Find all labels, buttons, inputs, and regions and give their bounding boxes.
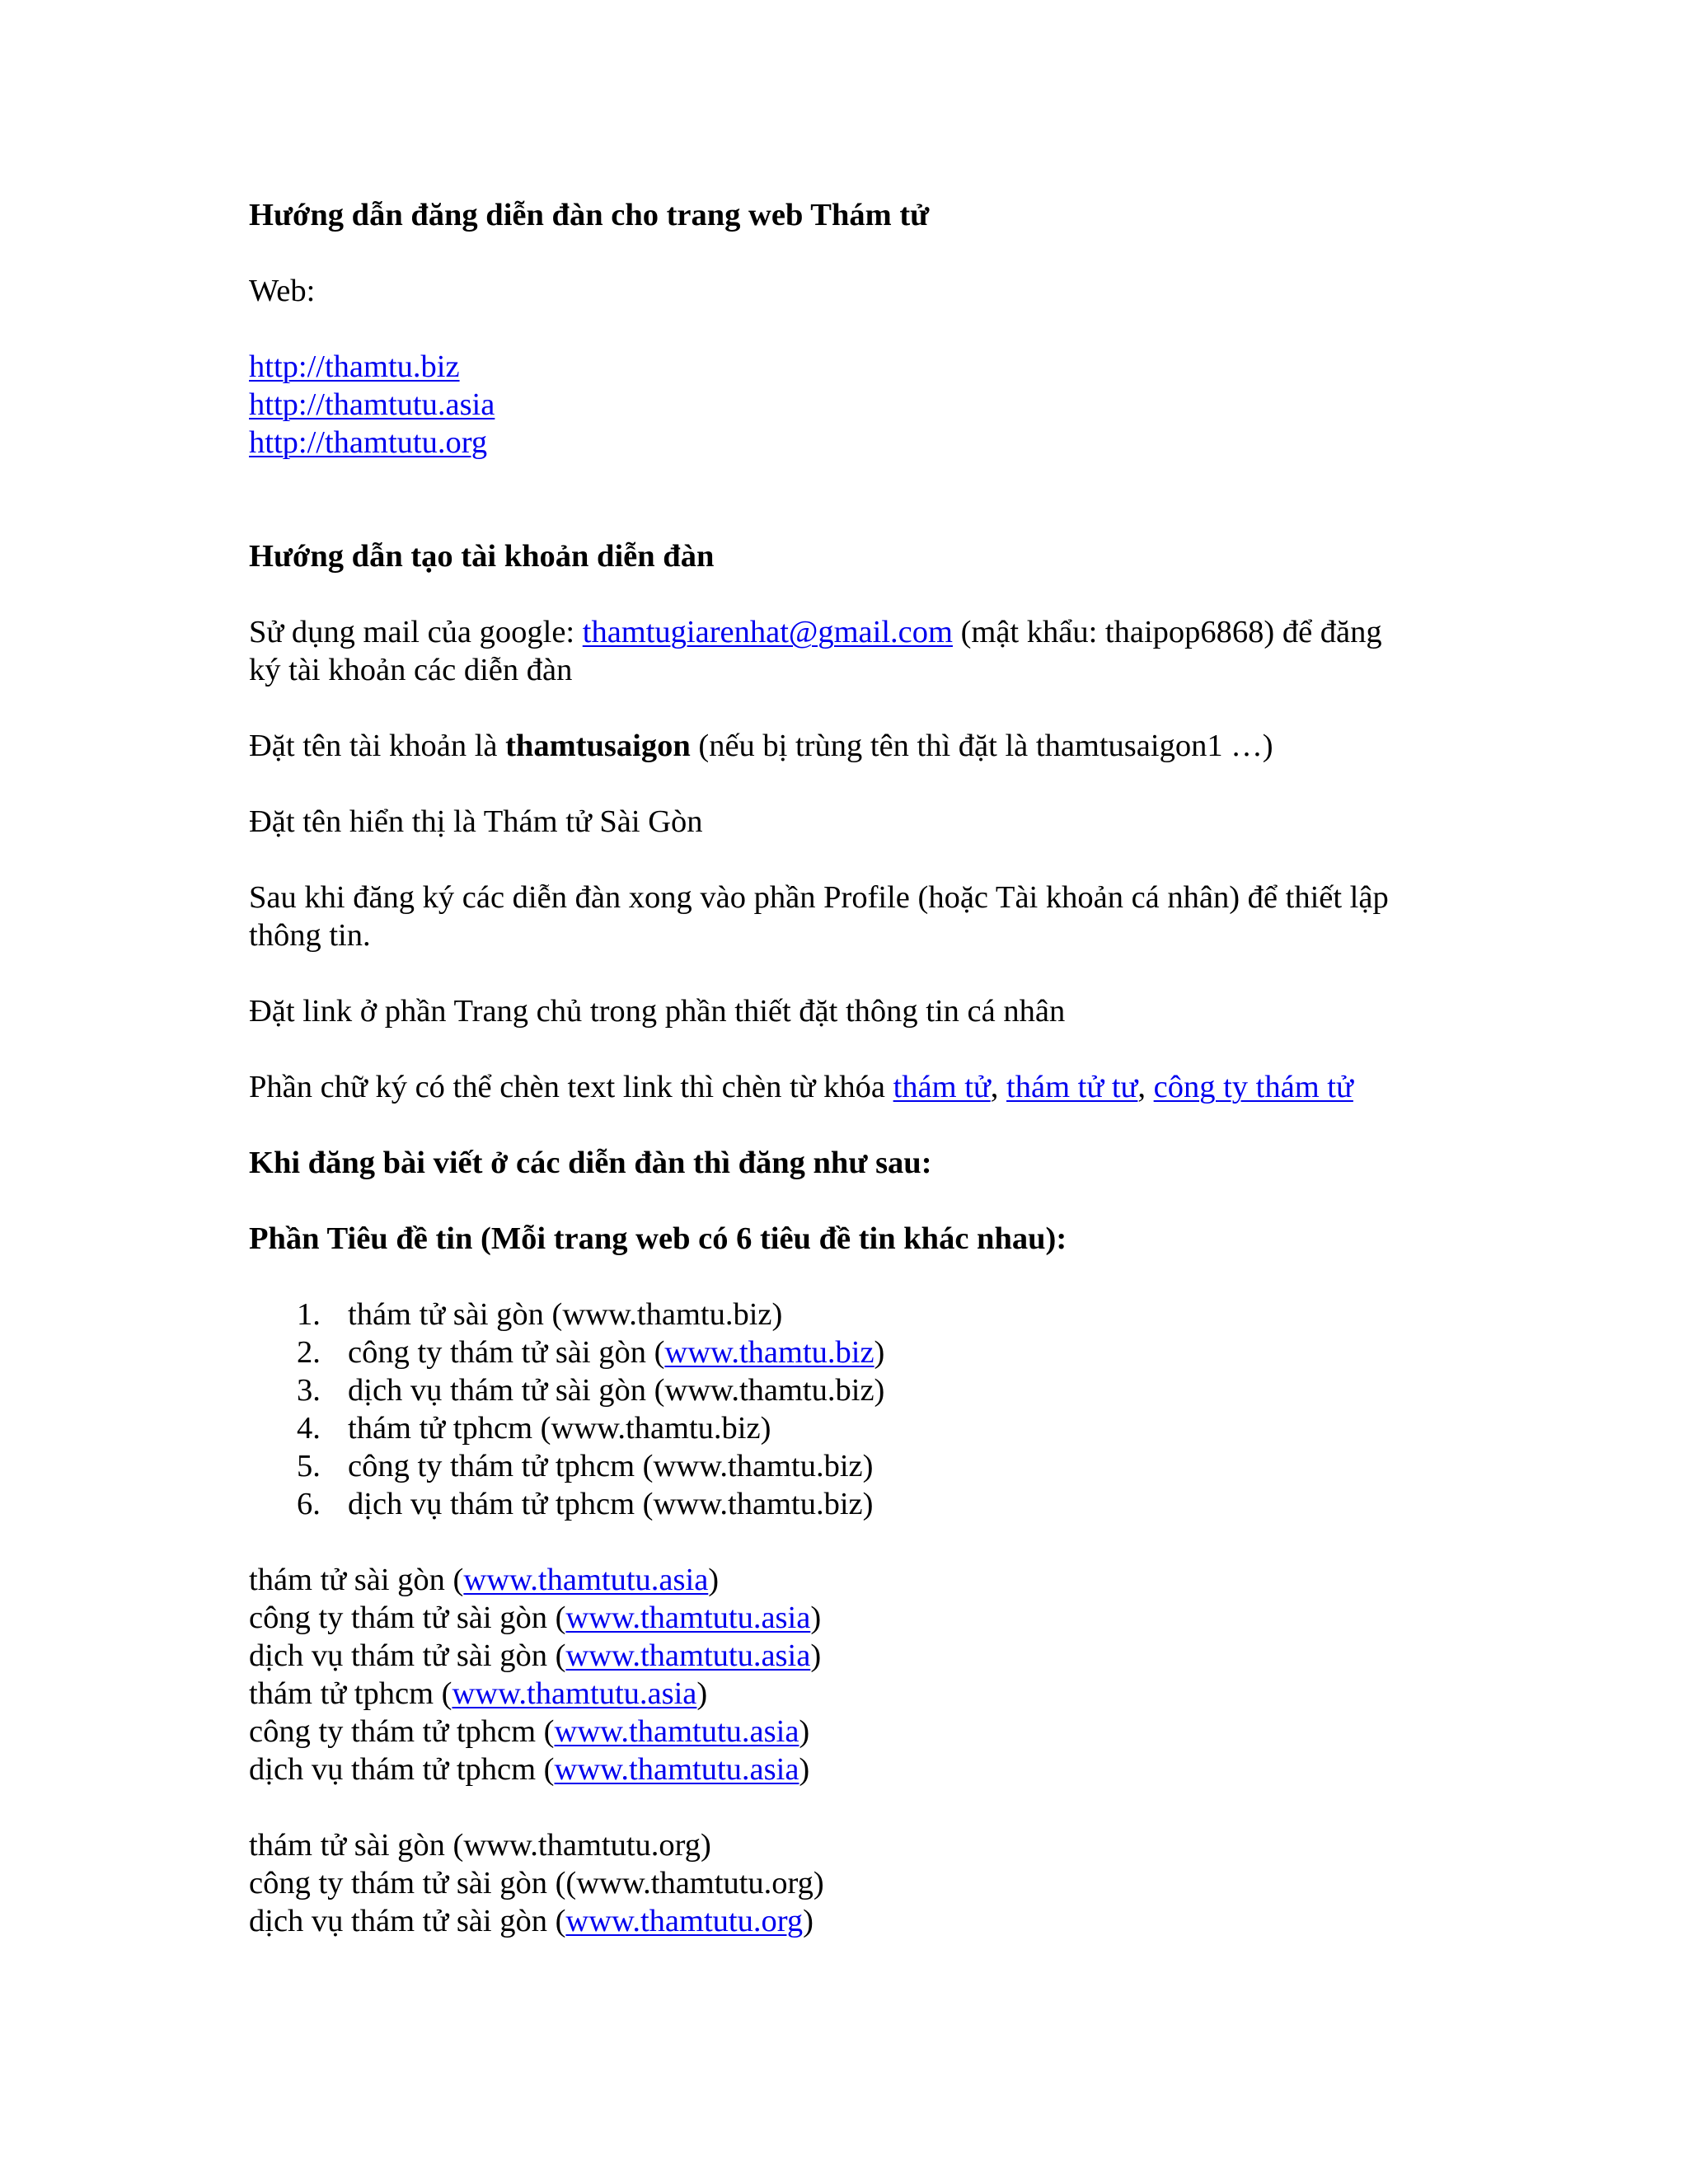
site-link[interactable]: www.thamtutu.asia xyxy=(565,1638,811,1673)
spacer xyxy=(249,1030,1485,1068)
web-label: Web: xyxy=(249,274,316,308)
display-name-instruction: Đặt tên hiển thị là Thám tử Sài Gòn xyxy=(249,804,703,839)
list-item-text: ) xyxy=(803,1904,814,1938)
account-name-text: (nếu bị trùng tên thì đặt là thamtusaigon1 …) xyxy=(690,729,1273,763)
list-item-text: công ty thám tử tphcm (www.thamtu.biz) xyxy=(348,1449,874,1483)
list-item-text: dịch vụ thám tử sài gòn (www.thamtu.biz) xyxy=(348,1373,885,1408)
list-item-text: dịch vụ thám tử sài gòn ( xyxy=(249,1904,566,1938)
list-item-text: công ty thám tử sài gòn ( xyxy=(249,1601,566,1635)
web-link-row xyxy=(249,386,1485,424)
list-number: 3. xyxy=(297,1373,321,1408)
list-item-text: thám tử sài gòn (www.thamtu.biz) xyxy=(348,1297,783,1332)
spacer xyxy=(249,462,1485,537)
web-link-thamtutu-asia[interactable]: http://thamtutu.asia xyxy=(249,387,495,422)
titles-heading: Phần Tiêu đề tin (Mỗi trang web có 6 tiêu đề tin khác nhau): xyxy=(249,1221,1067,1256)
list-item-text: ) xyxy=(874,1335,885,1370)
list-item xyxy=(249,1599,1485,1637)
list-item-text: ) xyxy=(810,1638,822,1673)
site-link[interactable]: www.thamtutu.asia xyxy=(554,1752,799,1787)
account-name-instruction xyxy=(249,727,1485,765)
spacer xyxy=(249,689,1485,727)
keyword-separator: , xyxy=(1137,1070,1154,1104)
site-link[interactable]: www.thamtu.biz xyxy=(664,1335,874,1370)
list-item-text: công ty thám tử tphcm ( xyxy=(249,1714,555,1749)
profile-instruction: thông tin. xyxy=(249,918,371,953)
list-item-text: ) xyxy=(799,1714,810,1749)
spacer xyxy=(249,310,1485,348)
spacer xyxy=(249,1106,1485,1144)
site-link[interactable]: www.thamtutu.org xyxy=(565,1904,804,1938)
web-link-thamtutu-org[interactable]: http://thamtutu.org xyxy=(249,425,488,460)
list-item-text: ) xyxy=(799,1752,810,1787)
list-item xyxy=(249,1750,1485,1788)
keyword-link-tham-tu[interactable]: thám tử xyxy=(893,1070,991,1104)
list-item: thám tử sài gòn (www.thamtutu.org) xyxy=(249,1828,711,1863)
list-item-text: thám tử tphcm ( xyxy=(249,1676,452,1711)
asia-title-list xyxy=(249,1561,1485,1788)
list-item-text: thám tử sài gòn ( xyxy=(249,1563,464,1597)
list-item xyxy=(249,1902,1485,1940)
mail-instruction xyxy=(249,613,1485,651)
spacer xyxy=(249,1182,1485,1220)
profile-instruction: Sau khi đăng ký các diễn đàn xong vào phần Profile (hoặc Tài khoản cá nhân) để thiết lập xyxy=(249,880,1389,915)
keyword-link-tham-tu-tu[interactable]: thám tử tư xyxy=(1006,1070,1138,1104)
list-item xyxy=(297,1447,1485,1485)
posting-heading: Khi đăng bài viết ở các diễn đàn thì đăng như sau: xyxy=(249,1146,932,1180)
list-item xyxy=(249,1713,1485,1750)
spacer xyxy=(249,575,1485,613)
list-item xyxy=(249,1561,1485,1599)
web-link-row xyxy=(249,424,1485,462)
mail-instruction: ký tài khoản các diễn đàn xyxy=(249,653,573,687)
list-item xyxy=(297,1333,1485,1371)
keyword-separator: , xyxy=(990,1070,1007,1104)
spacer xyxy=(249,234,1485,272)
keyword-link-cong-ty-tham-tu[interactable]: công ty thám tử xyxy=(1153,1070,1353,1104)
list-item-text: công ty thám tử sài gòn ( xyxy=(348,1335,665,1370)
mail-instruction-text: (mật khẩu: thaipop6868) để đăng xyxy=(952,615,1382,649)
document-page xyxy=(249,196,1485,1940)
web-link-thamtu-biz[interactable]: http://thamtu.biz xyxy=(249,349,460,384)
list-item xyxy=(297,1296,1485,1333)
list-number: 5. xyxy=(297,1449,321,1483)
signature-instruction xyxy=(249,1068,1485,1106)
list-item-text: dịch vụ thám tử tphcm (www.thamtu.biz) xyxy=(348,1487,874,1521)
list-item-text: ) xyxy=(810,1601,822,1635)
spacer xyxy=(249,765,1485,803)
homepage-instruction: Đặt link ở phần Trang chủ trong phần thiết đặt thông tin cá nhân xyxy=(249,994,1066,1029)
site-link[interactable]: www.thamtutu.asia xyxy=(463,1563,709,1597)
site-link[interactable]: www.thamtutu.asia xyxy=(554,1714,799,1749)
org-title-list xyxy=(249,1826,1485,1940)
list-item-text: ) xyxy=(696,1676,708,1711)
spacer xyxy=(249,1788,1485,1826)
email-link[interactable]: thamtugiarenhat@gmail.com xyxy=(582,615,953,649)
list-item-text: thám tử tphcm (www.thamtu.biz) xyxy=(348,1411,771,1446)
section-heading-create-account: Hướng dẫn tạo tài khoản diễn đàn xyxy=(249,539,715,574)
list-item xyxy=(249,1675,1485,1713)
document-title: Hướng dẫn đăng diễn đàn cho trang web Thám tử xyxy=(249,198,930,232)
spacer xyxy=(249,841,1485,879)
list-item-text: dịch vụ thám tử tphcm ( xyxy=(249,1752,555,1787)
site-link[interactable]: www.thamtutu.asia xyxy=(565,1601,811,1635)
list-number: 6. xyxy=(297,1487,321,1521)
spacer xyxy=(249,1523,1485,1561)
list-item-text: ) xyxy=(708,1563,720,1597)
list-item: công ty thám tử sài gòn ((www.thamtutu.org) xyxy=(249,1866,824,1900)
site-link[interactable]: www.thamtutu.asia xyxy=(452,1676,697,1711)
signature-text: Phần chữ ký có thể chèn text link thì chèn từ khóa xyxy=(249,1070,893,1104)
account-name-text: Đặt tên tài khoản là xyxy=(249,729,506,763)
account-name-value: thamtusaigon xyxy=(505,729,691,763)
list-number: 1. xyxy=(297,1297,321,1332)
list-item xyxy=(297,1371,1485,1409)
list-item-text: dịch vụ thám tử sài gòn ( xyxy=(249,1638,566,1673)
web-link-row xyxy=(249,348,1485,386)
spacer xyxy=(249,954,1485,992)
list-item xyxy=(297,1409,1485,1447)
list-item xyxy=(249,1637,1485,1675)
biz-title-list xyxy=(249,1296,1485,1523)
list-number: 2. xyxy=(297,1335,321,1370)
list-number: 4. xyxy=(297,1411,321,1446)
spacer xyxy=(249,1258,1485,1296)
mail-instruction-text: Sử dụng mail của google: xyxy=(249,615,583,649)
list-item xyxy=(297,1485,1485,1523)
